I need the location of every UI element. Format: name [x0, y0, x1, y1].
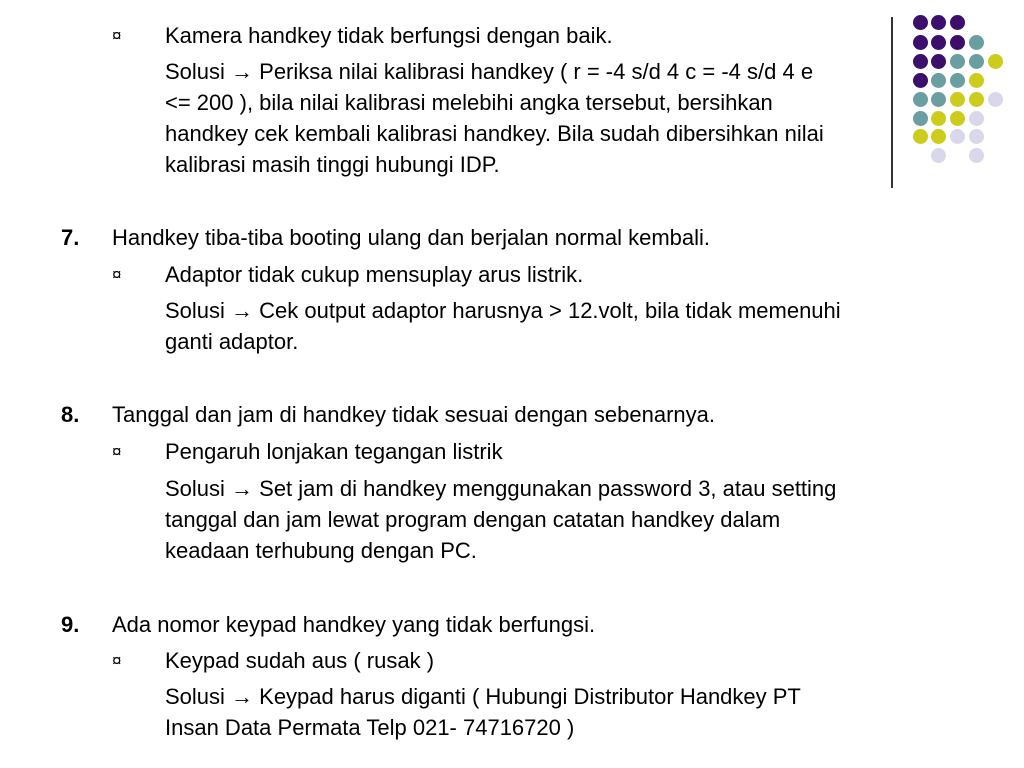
decorative-dot	[950, 54, 965, 69]
decorative-dot	[931, 92, 946, 107]
decorative-dot	[931, 35, 946, 50]
item-number: 8.	[61, 402, 80, 427]
decorative-dot	[931, 111, 946, 126]
decorative-dot	[913, 35, 928, 50]
decorative-dot	[931, 73, 946, 88]
solution-line: keadaan terhubung dengan PC.	[165, 538, 477, 563]
decorative-dot	[913, 73, 928, 88]
decorative-dot	[950, 15, 965, 30]
decorative-dot	[931, 15, 946, 30]
cause-text: Keypad sudah aus ( rusak )	[165, 648, 435, 673]
decorative-dot	[913, 111, 928, 126]
cause-text: Adaptor tidak cukup mensuplay arus listrik.	[165, 262, 584, 287]
item-number: 7.	[61, 225, 80, 250]
decorative-dot	[950, 35, 965, 50]
decorative-dot	[950, 129, 965, 144]
decorative-dot	[969, 92, 984, 107]
decorative-dot	[913, 129, 928, 144]
solution-line: <= 200 ), bila nilai kalibrasi melebihi angka tersebut, bersihkan	[165, 90, 773, 115]
cause-text: Kamera handkey tidak berfungsi dengan baik.	[165, 23, 613, 48]
solution-line: tanggal dan jam lewat program dengan catatan handkey dalam	[165, 507, 781, 532]
decorative-dot	[988, 54, 1003, 69]
cause-text: Pengaruh lonjakan tegangan listrik	[165, 439, 503, 464]
decorative-dot	[969, 148, 984, 163]
decorative-dot	[931, 129, 946, 144]
decorative-dot	[931, 148, 946, 163]
solution-line: Solusi → Set jam di handkey menggunakan password 3, atau setting	[165, 476, 837, 501]
solution-line: handkey cek kembali kalibrasi handkey. Bila sudah dibersihkan nilai	[165, 121, 824, 146]
decorative-dot	[969, 35, 984, 50]
decorative-dot	[950, 111, 965, 126]
bullet-icon: ¤	[112, 651, 122, 670]
item-number: 9.	[61, 612, 80, 637]
decorative-dot	[913, 54, 928, 69]
decorative-dot	[969, 111, 984, 126]
solution-line: ganti adaptor.	[165, 329, 299, 354]
solution-line: kalibrasi masih tinggi hubungi IDP.	[165, 152, 500, 177]
solution-line: Solusi → Keypad harus diganti ( Hubungi Distributor Handkey PT	[165, 684, 801, 709]
decorative-dot	[950, 73, 965, 88]
item-title: Tanggal dan jam di handkey tidak sesuai dengan sebenarnya.	[112, 402, 715, 427]
bullet-icon: ¤	[112, 265, 122, 284]
decorative-dot	[913, 15, 928, 30]
decorative-dot	[969, 73, 984, 88]
solution-line: Solusi → Cek output adaptor harusnya > 12.volt, bila tidak memenuhi	[165, 298, 841, 323]
solution-line: Solusi → Periksa nilai kalibrasi handkey ( r = -4 s/d 4 c = -4 s/d 4 e	[165, 59, 814, 84]
item-title: Ada nomor keypad handkey yang tidak berfungsi.	[112, 612, 596, 637]
decorative-dot	[931, 54, 946, 69]
decorative-dot	[988, 92, 1003, 107]
decorative-dot	[969, 54, 984, 69]
bullet-icon: ¤	[112, 442, 122, 461]
divider-line	[891, 17, 893, 188]
decorative-dot	[969, 129, 984, 144]
decorative-dot	[913, 92, 928, 107]
decorative-dot	[950, 92, 965, 107]
bullet-icon: ¤	[112, 26, 122, 45]
solution-line: Insan Data Permata Telp 021- 74716720 )	[165, 715, 575, 740]
item-title: Handkey tiba-tiba booting ulang dan berjalan normal kembali.	[112, 225, 711, 250]
